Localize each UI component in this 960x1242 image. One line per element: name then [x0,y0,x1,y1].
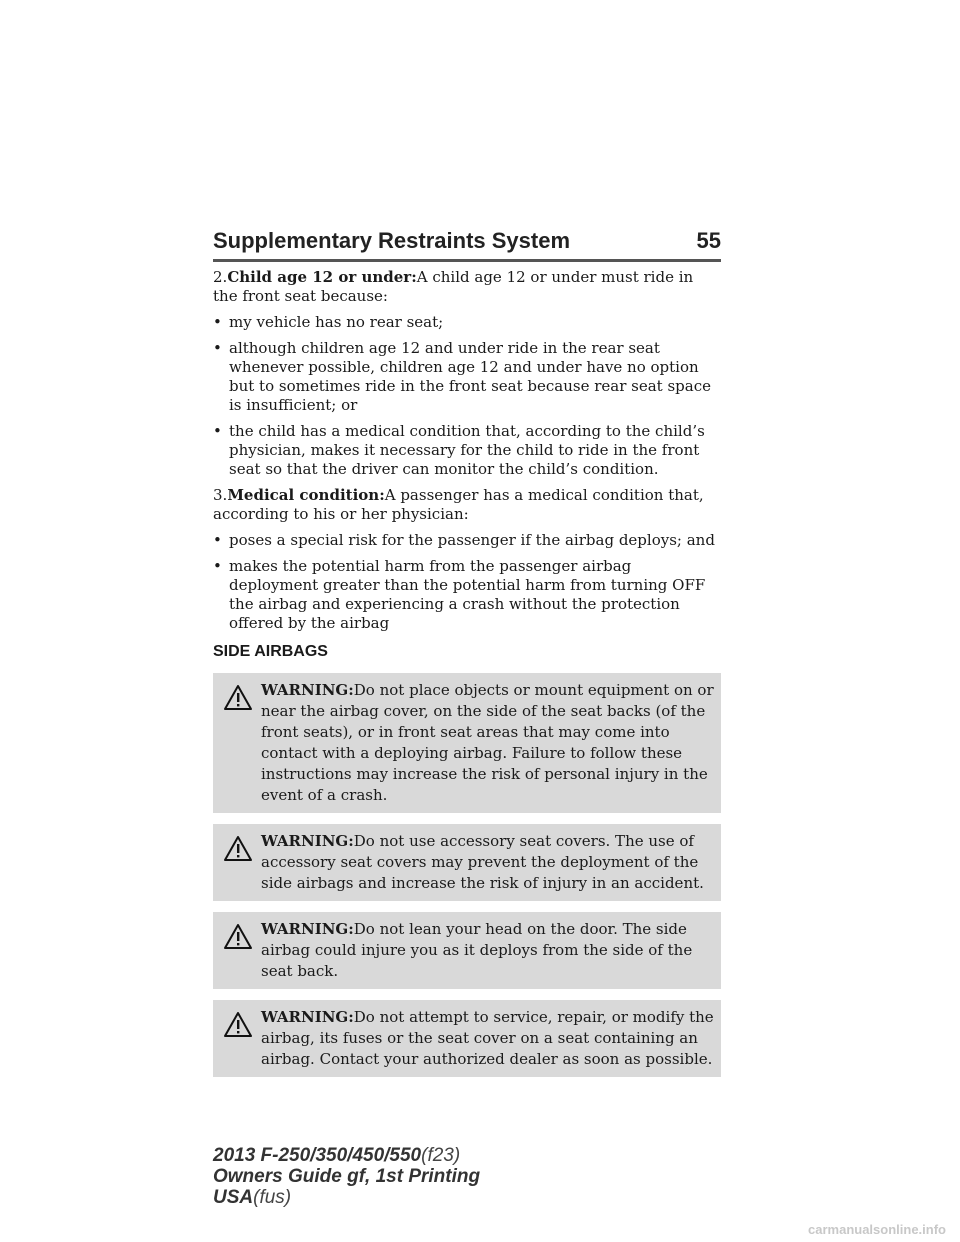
list-item [213,339,721,415]
item-2-intro [213,268,721,306]
page-content [213,268,721,1088]
list-item-text: the child has a medical condition that, according to the child’s physician, makes it necessary for the child to ride in the front seat so that the driver can monitor the child’s condition. [229,422,705,478]
document-footer [213,1145,480,1208]
list-item [213,557,721,633]
list-item-text: although children age 12 and under ride in the rear seat whenever possible, children age 12 and under have no option but to sometimes ride in the front seat because rear seat space is insufficient; or [229,339,711,414]
bullet-icon: • [213,339,222,357]
bullet-icon: • [213,422,222,440]
list-item-text: makes the potential harm from the passenger airbag deployment greater than the potential harm from turning OFF the airbag and experiencing a crash without the protection offered by the airbag [229,557,706,632]
list-item [213,313,721,332]
page-title: Supplementary Restraints System [213,228,571,253]
warning-label: WARNING: [261,832,354,850]
section-heading: SIDE AIRBAGS [213,643,328,660]
warning-text: Do not use accessory seat covers. The use of accessory seat covers may prevent the deployment of the side airbags and increase the risk of injury in an accident. [261,832,704,892]
warning-box [213,1000,721,1077]
warning-text: Do not place objects or mount equipment on or near the airbag cover, on the side of the seat backs (of the front seats), or in front seat areas that may come into contact with a deploying airbag. Failure to follow these instructions may increase the risk of personal injury in the event of a crash. [261,681,714,804]
warning-label: WARNING: [261,1008,354,1026]
item-3-text: A passenger has a medical condition that, according to his or her physician: [213,486,704,523]
warning-box [213,824,721,901]
footer-model: 2013 F-250/350/450/550 [213,1145,422,1166]
warning-label: WARNING: [261,920,354,938]
warning-body [261,831,714,894]
page-number: 55 [696,228,721,253]
warning-text: Do not attempt to service, repair, or modify the airbag, its fuses or the seat cover on a seat containing an airbag. Contact your authorized dealer as soon as possible. [261,1008,714,1068]
warning-box [213,912,721,989]
list-item-text: my vehicle has no rear seat; [229,313,444,331]
list-item [213,531,721,550]
warning-triangle-icon [223,684,253,711]
warning-triangle-icon [223,923,253,950]
header-rule [213,259,721,262]
bullet-icon: • [213,313,222,331]
item-2-number: 2. [213,268,228,286]
footer-line-3 [213,1187,480,1208]
bullet-icon: • [213,557,222,575]
footer-code: (f23) [421,1145,461,1166]
warning-text: Do not lean your head on the door. The side airbag could injure you as it deploys from the side of the seat back. [261,920,693,980]
item-3-intro [213,486,721,524]
warning-body [261,680,714,806]
page-header [213,228,721,254]
warning-body [261,919,714,982]
list-item [213,422,721,479]
list-item-text: poses a special risk for the passenger if the airbag deploys; and [229,531,715,549]
footer-line-2: Owners Guide gf, 1st Printing [213,1166,481,1187]
footer-region-code: (fus) [253,1187,292,1208]
warning-triangle-icon [223,835,253,862]
warning-triangle-icon [223,1011,253,1038]
bullet-icon: • [213,531,222,549]
item-3-label: Medical condition: [227,486,385,504]
item-2-label: Child age 12 or under: [227,268,417,286]
item-2-text: A child age 12 or under must ride in the front seat because: [213,268,694,305]
footer-line-1 [213,1145,480,1166]
warning-label: WARNING: [261,681,354,699]
watermark: carmanualsonline.info [808,1222,946,1237]
footer-region: USA [213,1187,254,1208]
warning-box [213,673,721,813]
item-3-number: 3. [213,486,228,504]
warning-body [261,1007,714,1070]
